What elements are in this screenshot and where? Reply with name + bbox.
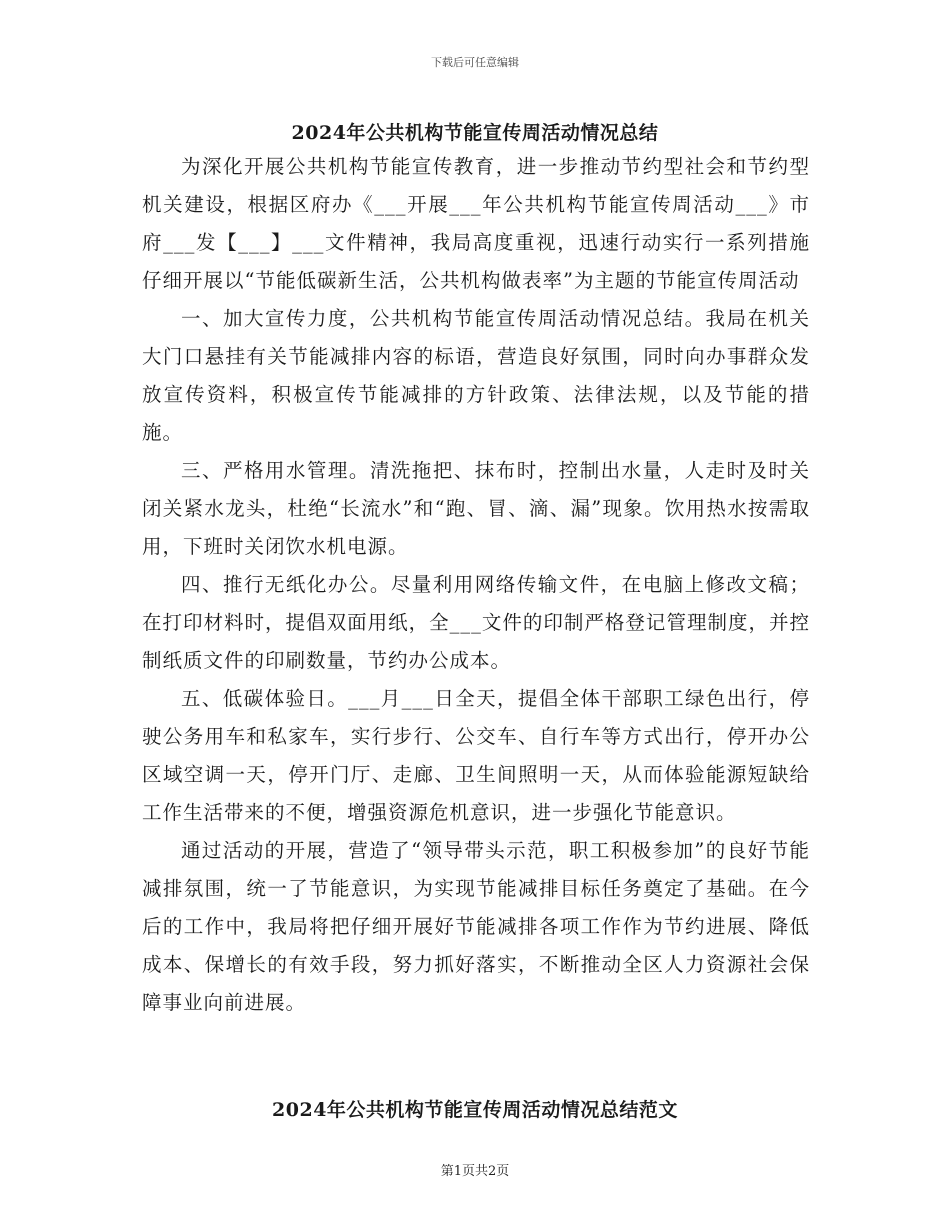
page-number: 第1页共2页 (440, 1164, 510, 1179)
paragraph-publicity: 一、加大宣传力度，公共机构节能宣传周活动情况总结。我局在机关大门口悬挂有关节能减排内容的标语，营造良好氛围，同时向办事群众发放宣传资料，积极宣传节能减排的方针政策、法律法规，以及节能的措施。 (142, 307, 810, 444)
paragraph-intro: 为深化开展公共机构节能宣传教育，进一步推动节约型社会和节约型机关建设，根据区府办《___开展___年公共机构节能宣传周活动___》市府___发【___】___文件精神，我局高度重视，迅速行动实行一系列措施仔细开展以“节能低碳新生活，公共机构做表率”为主题的节能宣传周活动 (142, 155, 810, 292)
paragraph-paperless: 四、推行无纸化办公。尽量利用网络传输文件，在电脑上修改文稿；在打印材料时，提倡双面用纸，全___文件的印制严格登记管理制度，并控制纸质文件的印刷数量，节约办公成本。 (142, 573, 810, 672)
paragraph-low-carbon-day: 五、低碳体验日。___月___日全天，提倡全体干部职工绿色出行，停驶公务用车和私家车，实行步行、公交车、自行车等方式出行，停开办公区域空调一天，停开门厅、走廊、卫生间照明一天，从而体验能源短缺给工作生活带来的不便，增强资源危机意识，进一步强化节能意识。 (142, 687, 810, 824)
paragraph-conclusion: 通过活动的开展，营造了“领导带头示范，职工积极参加”的良好节能减排氛围，统一了节能意识，为实现节能减排目标任务奠定了基础。在今后的工作中，我局将把仔细开展好节能减排各项工作作为节约进展、降低成本、保增长的有效手段，努力抓好落实，不断推动全区人力资源社会保障事业向前进展。 (142, 839, 810, 1014)
download-note: 下载后可任意编辑 (431, 56, 519, 69)
paragraph-water: 三、严格用水管理。清洗拖把、抹布时，控制出水量，人走时及时关闭关紧水龙头，杜绝“长流水”和“跑、冒、滴、漏”现象。饮用热水按需取用，下班时关闭饮水机电源。 (142, 459, 810, 558)
next-document-title: 2024年公共机构节能宣传周活动情况总结范文 (272, 1099, 678, 1121)
document-title: 2024年公共机构节能宣传周活动情况总结 (291, 122, 659, 144)
document-body (142, 148, 810, 1022)
